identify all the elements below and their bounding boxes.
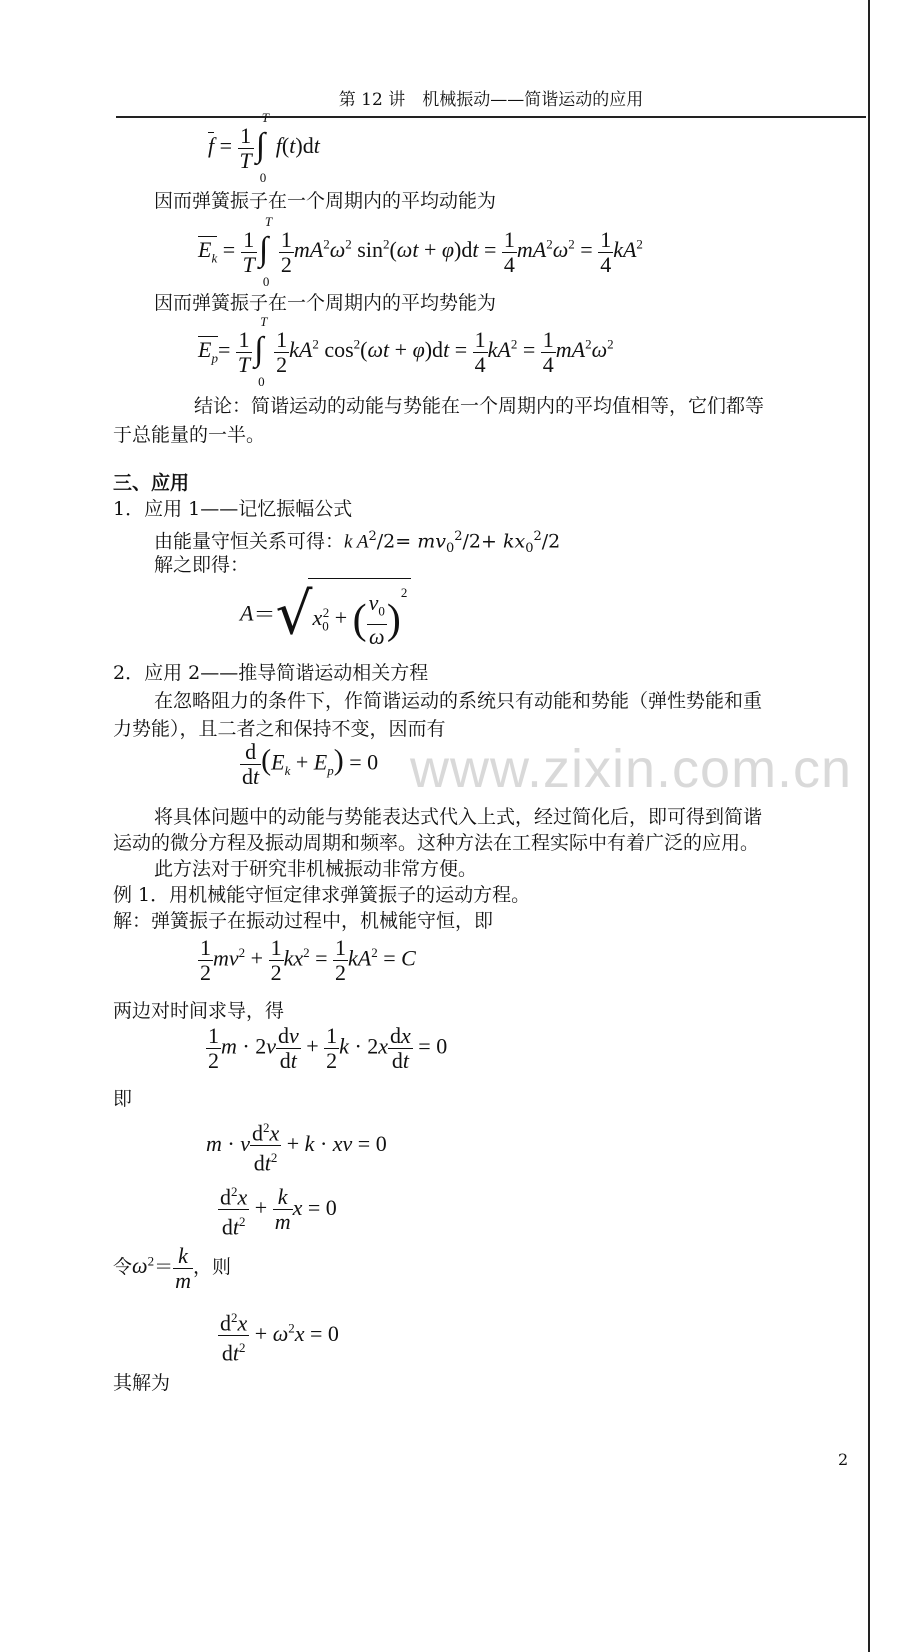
formula-average-potential: $E_p=$ $\frac{1}{T}$ T ∫ 0 $\frac{1}{2}$ $kA^2$ $\cos^2(\omega t + \varphi)dt$ = $\frac{1}{4}$ $kA^2$ = $\frac{1}{4}$ $mA^2\omega^2$ (198, 314, 614, 389)
let-prefix: 令 (113, 1256, 133, 1278)
text-conclusion-line2: 于总能量的一半。 (113, 424, 266, 446)
text-app2-para1-line1: 在忽略阻力的条件下，作简谐运动的系统只有动能和势能（弹性势能和重 (154, 690, 763, 712)
formula-average-kinetic: $E_k$ = $\frac{1}{T}$ T ∫ 0 $\frac{1}{2}$ $mA^2\omega^2$ $\sin^2(\omega t + \varphi)dt$ = $\frac{1}{4}$ $mA^2\omega^2$ = $\frac{1}{4}$ $kA^2$ (198, 214, 643, 289)
text-avg-kinetic: 因而弹簧振子在一个周期内的平均动能为 (154, 190, 497, 212)
text-application-2: 2．应用 2——推导简谐运动相关方程 (113, 662, 429, 684)
text-ji: 即 (113, 1088, 133, 1110)
page-header: 第 12 讲 机械振动——简谐运动的应用 (116, 86, 866, 118)
text-its-solution: 其解为 (113, 1372, 171, 1394)
text-solution-intro: 解：弹簧振子在振动过程中，机械能守恒，即 (113, 910, 494, 932)
formula-shm-equation: $\frac{d^2x}{dt^2}$ + $\omega^2x = 0$ (218, 1306, 339, 1366)
text-avg-potential: 因而弹簧振子在一个周期内的平均势能为 (154, 292, 497, 314)
text-application-1: 1．应用 1——记忆振幅公式 (113, 498, 353, 520)
watermark: www.zixin.com.cn (410, 739, 853, 799)
energy-conservation-prefix: 由能量守恒关系可得： (154, 530, 345, 553)
text-app2-para3: 此方法对于研究非机械振动非常方便。 (154, 858, 478, 880)
section-heading-applications: 三、应用 (113, 472, 190, 494)
formula-m-v-d2x: m · v $\frac{d^2x}{dt^2}$ + k · xv = 0 (206, 1116, 387, 1176)
formula-d2x-kx: $\frac{d^2x}{dt^2}$ + $\frac{k}{m}$ x = 0 (218, 1180, 337, 1240)
text-solve-get: 解之即得： (154, 554, 250, 576)
formula-time-derivative: $\frac{1}{2}$ m · 2v $\frac{dv}{dt}$ + $\frac{1}{2}$ k · 2x $\frac{dx}{dt}$ = 0 (208, 1023, 448, 1073)
text-app2-para2-line2: 运动的微分方程及振动周期和频率。这种方法在工程实际中有着广泛的应用。 (113, 832, 760, 854)
text-app2-para1-line2: 力势能），且二者之和保持不变，因而有 (113, 718, 446, 740)
formula-energy-derivative: $\frac{d}{dt}$ $(E_k + E_p) = 0$ (242, 739, 379, 789)
formula-average-f: f = $\frac{1}{T}$ T ∫ 0 f(t)dt (208, 110, 320, 185)
text-app2-para2-line1: 将具体问题中的动能与势能表达式代入上式，经过简化后，即可得到简谐 (154, 806, 763, 828)
page-number: 2 (838, 1450, 849, 1469)
formula-mechanical-energy: $\frac{1}{2}$ $mv^2$ + $\frac{1}{2}$ $kx^2$ = $\frac{1}{2}$ $kA^2 = C$ (200, 935, 416, 985)
right-margin-rule (868, 0, 870, 1652)
text-derivative-both-sides: 两边对时间求导，得 (113, 1000, 285, 1022)
text-example-1: 例 1．用机械能守恒定律求弹簧振子的运动方程。 (113, 884, 531, 906)
text-let-omega: 令$\omega^2=$ $\frac{k}{m}$ ，则 (113, 1243, 231, 1293)
text-energy-conservation: 由能量守恒关系可得：k $A^2/2= mv_0^2/2+ kx_0^2/2$ (154, 529, 561, 557)
let-suffix: ，则 (192, 1256, 231, 1278)
formula-amplitude: $A=√x_0^2$ + ( $\frac{v_0}{\omega}$ )$^2$ (240, 578, 411, 649)
text-conclusion-line1: 结论：简谐运动的动能与势能在一个周期内的平均值相等，它们都等 (194, 395, 765, 417)
